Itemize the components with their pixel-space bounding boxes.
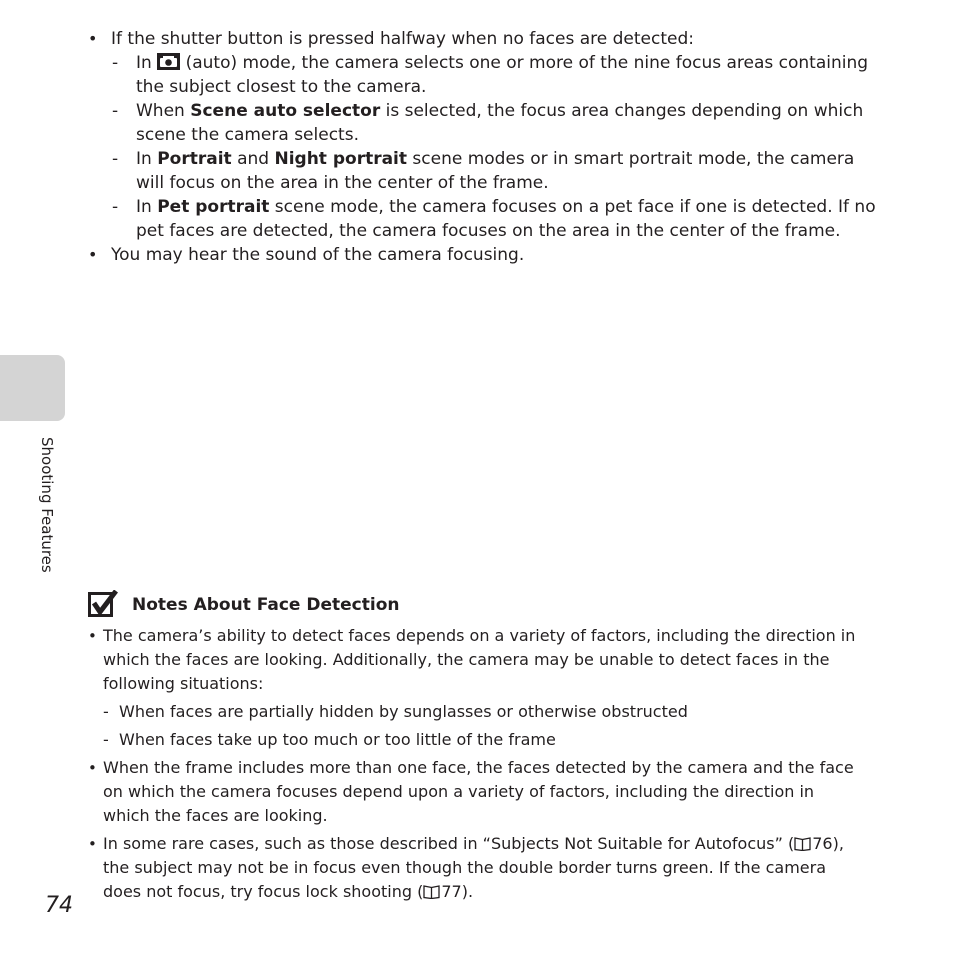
notes-title: Notes About Face Detection xyxy=(132,595,400,615)
sub-list-item: - In Portrait and Night portrait scene modes or in smart portrait mode, the camera will focus on the area in the center of the frame. xyxy=(112,149,855,193)
page-reference[interactable]: 76 xyxy=(812,834,833,853)
sub-list-item: - When faces are partially hidden by sunglasses or otherwise obstructed xyxy=(103,702,688,721)
list-item: • If the shutter button is pressed halfway when no faces are detected: xyxy=(88,27,878,51)
notes-list xyxy=(88,624,858,904)
sub-list-item: - When Scene auto selector is selected, the focus area changes depending on which scene the camera selects. xyxy=(112,101,864,145)
chapter-label: Shooting Features xyxy=(38,437,56,573)
sub-list-item: - In Pet portrait scene mode, the camera focuses on a pet face if one is detected. If no pet faces are detected, the camera focuses on the area in the center of the frame. xyxy=(112,197,876,241)
list-item: • The camera’s ability to detect faces depends on a variety of factors, including the direction in which the faces are looking. Additionally, the camera may be unable to detect faces in the following situations: xyxy=(88,624,858,696)
list-item: • You may hear the sound of the camera focusing. xyxy=(88,243,878,267)
book-reference-icon xyxy=(423,885,440,899)
chapter-tab xyxy=(0,355,65,421)
sub-list-item: - When faces take up too much or too little of the frame xyxy=(103,730,556,749)
check-note-icon xyxy=(88,590,118,618)
notes-heading xyxy=(88,590,588,622)
page-reference[interactable]: 77 xyxy=(441,882,462,901)
book-reference-icon xyxy=(794,837,811,851)
camera-auto-mode-icon xyxy=(157,53,180,70)
list-item: • In some rare cases, such as those described in “Subjects Not Suitable for Autofocus” ( 76), the subject may not be in focus even though the double border turns green. If the camera does not focus, try focus lock shooting ( 77). xyxy=(88,832,858,904)
page-number: 74 xyxy=(45,893,73,918)
list-item: • When the frame includes more than one face, the faces detected by the camera and the face on which the camera focuses depend upon a variety of factors, including the direction in which the faces are looking. xyxy=(88,756,858,828)
sub-list-item: - In (auto) mode, the camera selects one or more of the nine focus areas containing the subject closest to the camera. xyxy=(112,53,869,97)
focus-area-list xyxy=(88,27,878,267)
